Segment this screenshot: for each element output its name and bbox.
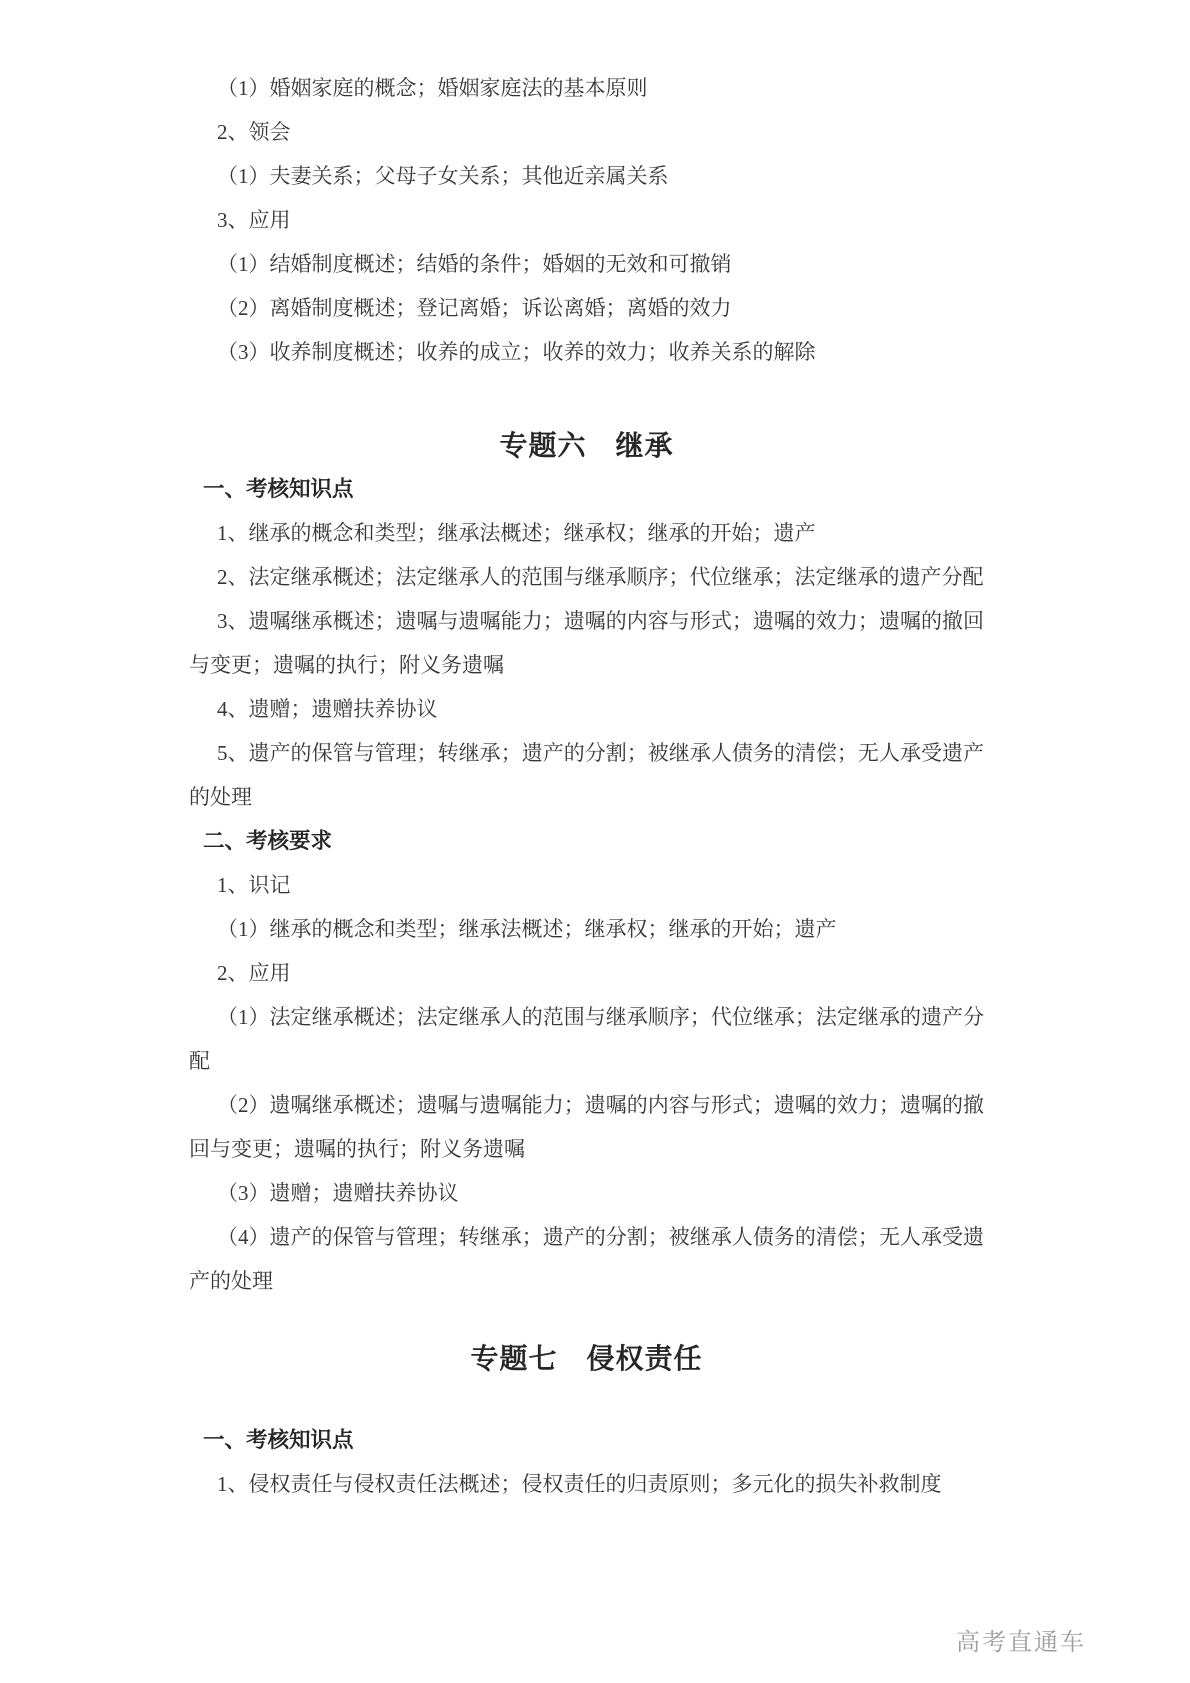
paragraph: 1、识记 — [217, 873, 291, 897]
section-heading-knowledge-points: 一、考核知识点 — [203, 1428, 354, 1452]
paragraph: （1）婚姻家庭的概念；婚姻家庭法的基本原则 — [217, 76, 648, 100]
paragraph: （1）夫妻关系；父母子女关系；其他近亲属关系 — [217, 164, 669, 188]
paragraph: 1、继承的概念和类型；继承法概述；继承权；继承的开始；遗产 — [217, 521, 816, 545]
paragraph: （1）继承的概念和类型；继承法概述；继承权；继承的开始；遗产 — [217, 917, 837, 941]
paragraph: （1）法定继承概述；法定继承人的范围与继承顺序；代位继承；法定继承的遗产分配 — [189, 1005, 984, 1073]
topic-title-7: 专题七 侵权责任 — [470, 1344, 703, 1375]
document-content — [189, 66, 984, 1506]
paragraph: （3）遗赠；遗赠扶养协议 — [217, 1181, 459, 1205]
paragraph: （4）遗产的保管与管理；转继承；遗产的分割；被继承人债务的清偿；无人承受遗产的处理 — [189, 1225, 984, 1293]
paragraph: 4、遗赠；遗赠扶养协议 — [217, 697, 438, 721]
paragraph: （2）遗嘱继承概述；遗嘱与遗嘱能力；遗嘱的内容与形式；遗嘱的效力；遗嘱的撤回与变更；遗嘱的执行；附义务遗嘱 — [189, 1093, 984, 1161]
section-heading-requirements: 二、考核要求 — [203, 829, 333, 853]
paragraph: 2、应用 — [217, 961, 291, 985]
paragraph: 3、应用 — [217, 208, 291, 232]
paragraph: 3、遗嘱继承概述；遗嘱与遗嘱能力；遗嘱的内容与形式；遗嘱的效力；遗嘱的撤回与变更；遗嘱的执行；附义务遗嘱 — [189, 609, 984, 677]
paragraph: 2、法定继承概述；法定继承人的范围与继承顺序；代位继承；法定继承的遗产分配 — [217, 565, 984, 589]
section-heading-knowledge-points: 一、考核知识点 — [203, 477, 354, 501]
paragraph: （3）收养制度概述；收养的成立；收养的效力；收养关系的解除 — [217, 340, 816, 364]
paragraph: （2）离婚制度概述；登记离婚；诉讼离婚；离婚的效力 — [217, 296, 732, 320]
watermark-text: 高考直通车 — [956, 1629, 1086, 1656]
paragraph: 2、领会 — [217, 120, 291, 144]
paragraph: 1、侵权责任与侵权责任法概述；侵权责任的归责原则；多元化的损失补救制度 — [217, 1472, 942, 1496]
paragraph: 5、遗产的保管与管理；转继承；遗产的分割；被继承人债务的清偿；无人承受遗产的处理 — [189, 741, 984, 809]
paragraph: （1）结婚制度概述；结婚的条件；婚姻的无效和可撤销 — [217, 252, 732, 276]
topic-title-6: 专题六 继承 — [499, 431, 674, 462]
